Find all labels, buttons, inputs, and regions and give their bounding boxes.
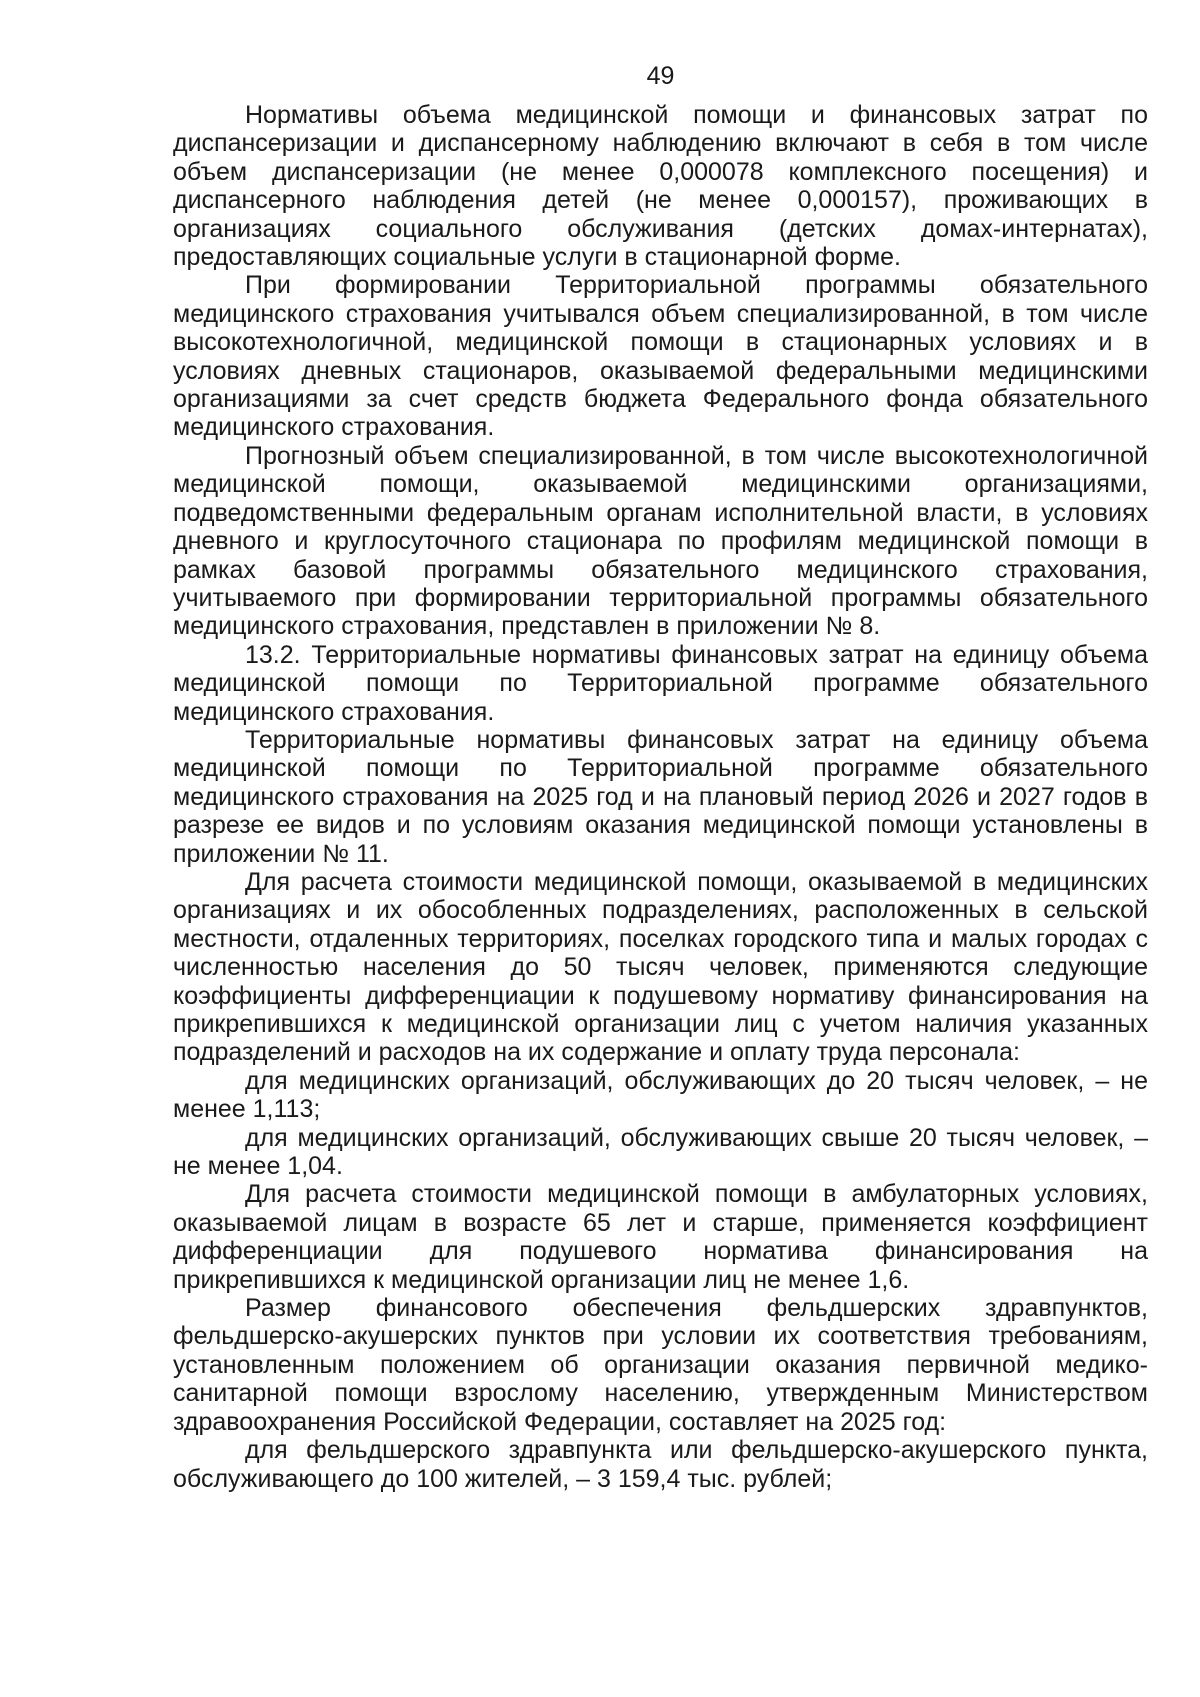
paragraph-feldsher-up-to-100: для фельдшерского здравпункта или фельдшерско-акушерского пункта, обслуживающего до 100 жителей, – 3 159,4 тыс. рублей; [173,1436,1148,1493]
paragraph-dispensary-norms: Нормативы объема медицинской помощи и финансовых затрат по диспансеризации и диспансерному наблюдению включают в себя в том числе объем диспансеризации (не менее 0,000078 комплексного посещения) и диспансерного наблюдения детей (не менее 0,000157), проживающих в организациях социального обслуживания (детских домах-интернатах), предоставляющих социальные услуги в стационарной форме. [173,101,1148,272]
paragraph-age-65-coefficient: Для расчета стоимости медицинской помощи в амбулаторных условиях, оказываемой лицам в возрасте 65 лет и старше, применяется коэффициент дифференциации для подушевого норматива финансирования на прикрепившихся к медицинской организации лиц не менее 1,6. [173,1180,1148,1294]
paragraph-federal-volume: При формировании Территориальной программы обязательного медицинского страхования учитывался объем специализированной, в том числе высокотехнологичной, медицинской помощи в стационарных условиях и в условиях дневных стационаров, оказываемой федеральными медицинскими организациями за счет средств бюджета Федерального фонда обязательного медицинского страхования. [173,271,1148,442]
paragraph-coefficient-over-20k: для медицинских организаций, обслуживающих свыше 20 тысяч человек, – не менее 1,04. [173,1123,1148,1181]
paragraph-territorial-norms: Территориальные нормативы финансовых затрат на единицу объема медицинской помощи по Территориальной программе обязательного медицинского страхования на 2025 год и на плановый период 2026 и 2027 годов в разрезе ее видов и по условиям оказания медицинской помощи установлены в приложении № 11. [173,725,1148,868]
paragraph-rural-coefficients: Для расчета стоимости медицинской помощи, оказываемой в медицинских организациях и их обособленных подразделениях, расположенных в сельской местности, отдаленных территориях, поселках городского типа и малых городах с численностью населения до 50 тысяч человек, применяются следующие коэффициенты дифференциации к подушевому нормативу финансирования на прикрепившихся к медицинской организации лиц с учетом наличия указанных подразделений и расходов на их содержание и оплату труда персонала: [173,867,1148,1067]
paragraph-feldsher-funding: Размер финансового обеспечения фельдшерских здравпунктов, фельдшерско-акушерских пунктов при условии их соответствия требованиям, установленным положением об организации оказания первичной медико-санитарной помощи взрослому населению, утвержденным Министерством здравоохранения Российской Федерации, составляет на 2025 год: [173,1294,1148,1436]
paragraph-coefficient-under-20k: для медицинских организаций, обслуживающих до 20 тысяч человек, – не менее 1,113; [173,1066,1148,1124]
paragraph-forecast-volume: Прогнозный объем специализированной, в том числе высокотехнологичной медицинской помощи, оказываемой медицинскими организациями, подведомственными федеральным органам исполнительной власти, в условиях дневного и круглосуточного стационара по профилям медицинской помощи в рамках базовой программы обязательного медицинского страхования, учитываемого при формировании территориальной программы обязательного медицинского страхования, представлен в приложении № 8. [173,441,1148,641]
document-page [173,62,1148,1493]
page-number: 49 [646,62,675,90]
paragraph-section-13-2: 13.2. Территориальные нормативы финансовых затрат на единицу объема медицинской помощи по Территориальной программе обязательного медицинского страхования. [173,640,1148,726]
